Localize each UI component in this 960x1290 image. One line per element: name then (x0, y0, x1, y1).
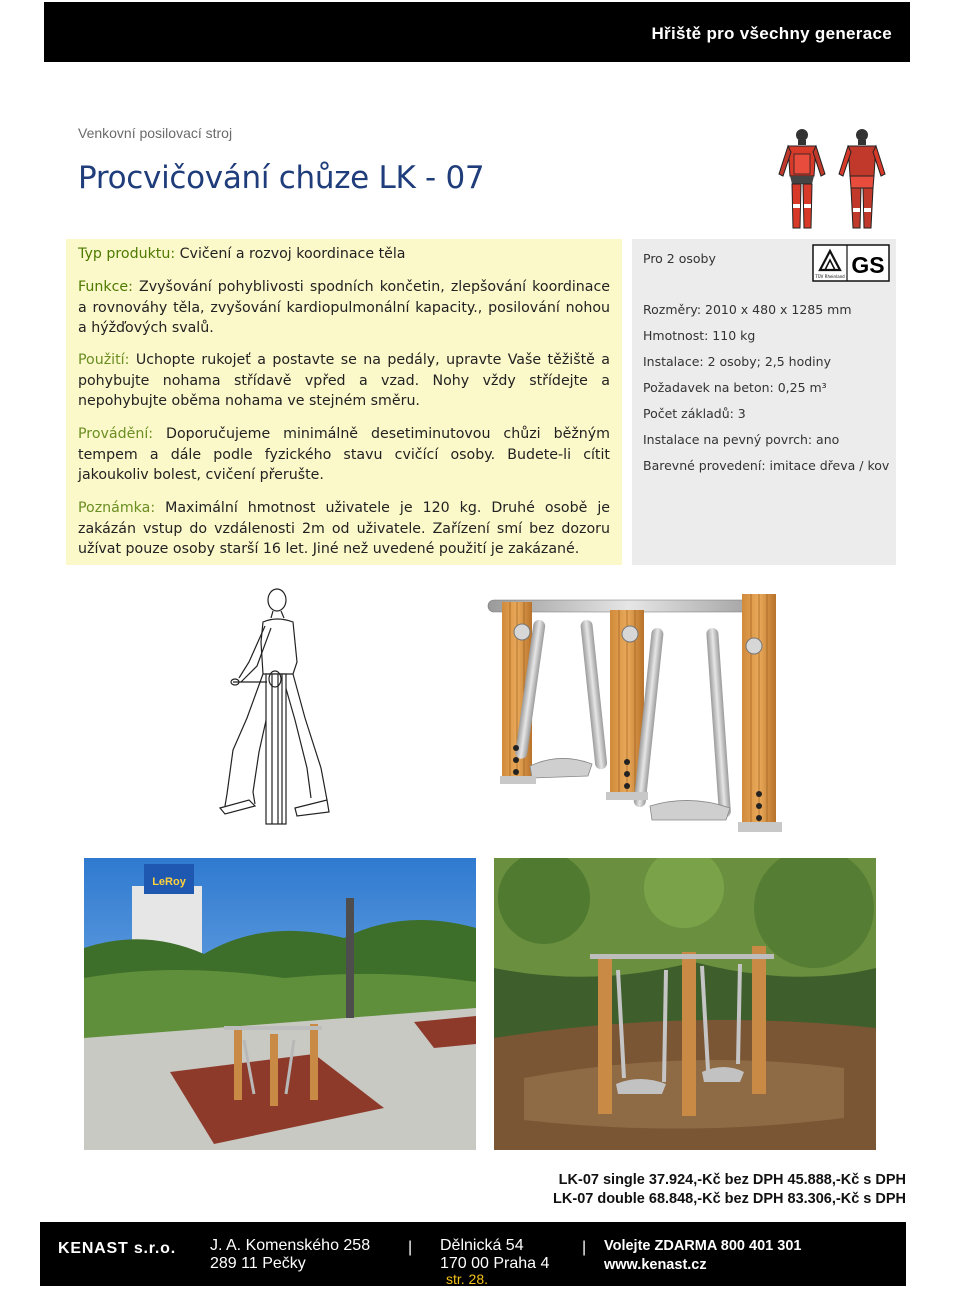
usage-illustration (215, 582, 345, 832)
product-type-value: Cvičení a rozvoj koordinace těla (179, 246, 406, 262)
footer-address-1-line-1: J. A. Komenského 258 (210, 1237, 371, 1254)
usage-value: Uchopte rukojeť a postavte se na pedály, upravte Vaše těžiště a pohybujte nohama střídavě vpřed a vzad. Nohy vždy střídejte a nepohybujte oběma nohama ve stejném směru. (78, 352, 610, 409)
execution-value: Doporučujeme minimálně desetiminutovou chůzi běžným tempem a dále podle fyzického stavu cvičící osoby. Budete-li cítit jakoukoliv bolest, cvičení přerušte. (78, 426, 610, 483)
usage-paragraph (78, 350, 610, 412)
note-value: Maximální hmotnost uživatele je 120 kg. Druhé osobě je zakázán vstup do vzdálenosti 2m od uživatele. Zařízení smí bez dozoru užívat pouze osoby starší 16 let. Jiné než uvedené použití je zakázané. (78, 500, 610, 557)
spec-item: Instalace na pevný povrch: ano (643, 432, 840, 447)
product-type-label: Typ produktu: (78, 246, 176, 262)
note-paragraph (78, 498, 610, 560)
function-value: Zvyšování pohyblivosti spodních končetin, zlepšování koordinace a rovnováhy těla, zvyšování kardiopulmonální kapacity., posilování nohou a hýžďových svalů. (78, 279, 610, 336)
spec-item: Barevné provedení: imitace dřeva / kov (643, 458, 890, 473)
function-label: Funkce: (78, 279, 133, 295)
execution-label: Provádění: (78, 426, 154, 442)
page-number: str. 28. (446, 1271, 489, 1287)
page-title: Procvičování chůze LK - 07 (78, 160, 485, 196)
footer (40, 1222, 906, 1286)
equipment-render (480, 588, 785, 850)
spec-item: Instalace: 2 osoby; 2,5 hodiny (643, 354, 831, 369)
footer-separator: | (408, 1239, 413, 1256)
spec-item: Počet základů: 3 (643, 406, 746, 421)
footer-address-1-line-2: 289 11 Pečky (210, 1255, 306, 1272)
muscle-back-icon (834, 126, 890, 234)
footer-web-link[interactable]: www.kenast.cz (604, 1257, 707, 1273)
note-label: Poznámka: (78, 500, 156, 516)
spec-item: Hmotnost: 110 kg (643, 328, 756, 343)
spec-persons: Pro 2 osoby (643, 251, 716, 266)
header-bar (44, 2, 910, 62)
footer-address-2-line-1: Dělnická 54 (440, 1237, 524, 1254)
price-single: LK-07 single 37.924,-Kč bez DPH 45.888,-Kč s DPH (558, 1172, 906, 1188)
description-box (66, 239, 622, 565)
footer-separator: | (582, 1239, 587, 1256)
footer-address-2-line-2: 170 00 Praha 4 (440, 1255, 550, 1272)
cert-gs-text: GS (851, 252, 885, 278)
specs-box (632, 239, 896, 565)
footer-company: KENAST s.r.o. (58, 1240, 176, 1257)
certification-logo (812, 244, 890, 282)
page-subtitle: Venkovní posilovací stroj (78, 125, 233, 141)
footer-phone: Volejte ZDARMA 800 401 301 (604, 1238, 802, 1254)
cert-small-text: TÜV Rheinland (815, 274, 845, 279)
header-title: Hřiště pro všechny generace (651, 24, 892, 43)
function-paragraph (78, 277, 610, 339)
spec-item: Požadavek na beton: 0,25 m³ (643, 380, 827, 395)
spec-item: Rozměry: 2010 x 480 x 1285 mm (643, 302, 852, 317)
installation-photo-2 (494, 858, 876, 1150)
installation-photo-1 (84, 858, 476, 1150)
execution-paragraph (78, 424, 610, 486)
price-double: LK-07 double 68.848,-Kč bez DPH 83.306,-Kč s DPH (553, 1191, 906, 1207)
usage-label: Použití: (78, 352, 130, 368)
product-type (78, 244, 610, 265)
store-sign-text: LeRoy (152, 876, 186, 888)
muscle-front-icon (774, 126, 830, 234)
